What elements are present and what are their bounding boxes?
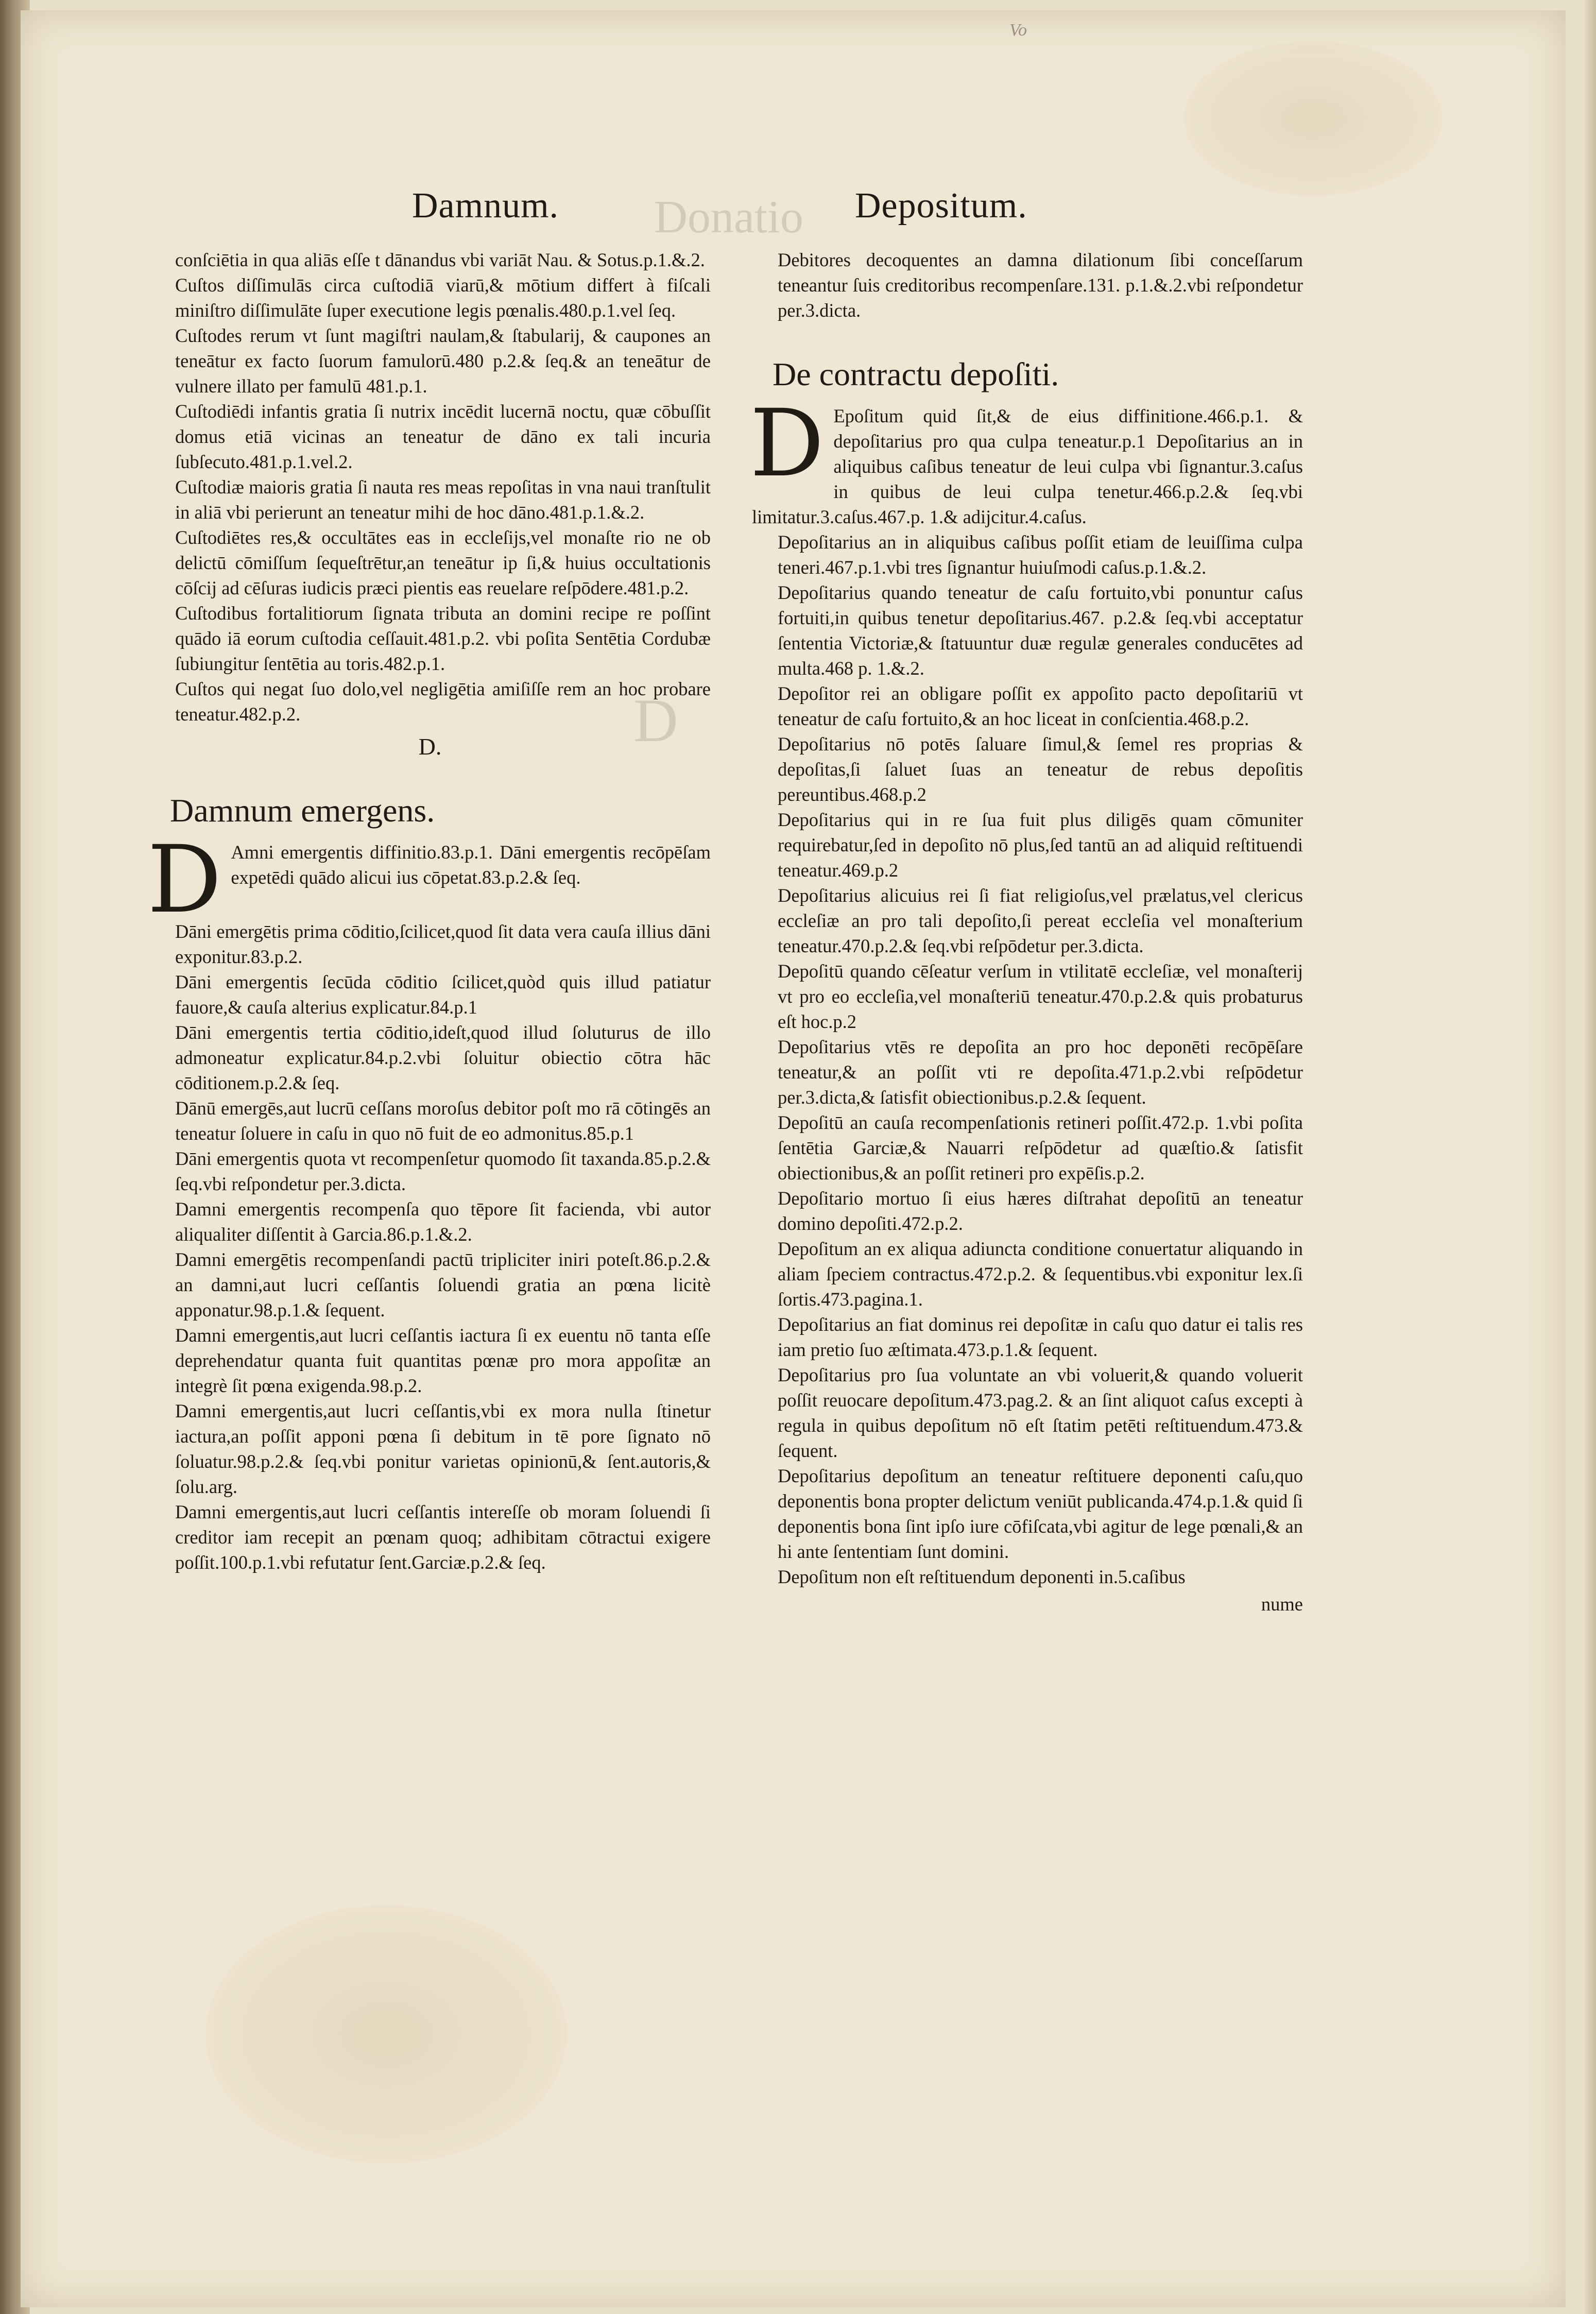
index-entry: Depoſitarius an in aliquibus caſibus poſſit etiam de leuiſſima culpa teneri.467.p.1.vbi tres ſignantur huiuſmodi caſus.p.1.&.2.	[778, 532, 1303, 578]
index-entry: Depoſitarius an fiat dominus rei depoſitæ in caſu quo datur ei talis res iam pretio ſuo æſtimata.473.p.1.& ſequent.	[778, 1314, 1303, 1360]
left-intro-entries	[149, 247, 711, 727]
index-entry: Depoſitum non eſt reſtituendum deponenti in.5.caſibus	[778, 1566, 1186, 1587]
index-entry: Cuſtodes rerum vt ſunt magiſtri naulam,& ſtabularij, & caupones an teneātur ex facto ſuorum famulorū.480 p.2.& ſeq.& an teneātur de vulnere illato per famulū 481.p.1.	[175, 325, 711, 397]
page-marginalia: Vo	[1009, 21, 1027, 40]
index-entry: Debitores decoquentes an damna dilationum ſibi conceſſarum teneantur ſuis creditoribus recompenſare.131. p.1.&.2.vbi reſpondetur per.3.dicta.	[778, 249, 1303, 321]
index-entry: Depoſitarius nō potēs ſaluare ſimul,& ſemel res proprias & depoſitas,ſi ſaluet ſuas an teneatur de rebus depoſitis pereuntibus.468.p.2	[778, 733, 1303, 805]
index-entry: Depoſitarius vtēs re depoſita an pro hoc deponēti recōpēſare teneatur,& an poſſit vti re depoſita.471.p.2.vbi reſpōdetur per.3.dicta,& ſatisfit obiectionibus.p.2.& ſequent.	[778, 1036, 1303, 1108]
index-entry: Dānū emergēs,aut lucrū ceſſans moroſus debitor poſt mo rā cōtingēs an teneatur ſoluere in caſu in quo nō fuit de eo admonitus.85.p.1	[175, 1098, 711, 1144]
index-entry: Dāni emergentis tertia cōditio,ideſt,quod illud ſoluturus de illo admoneatur explicatur.84.p.2.vbi ſoluitur obiectio cōtra hāc cōditionem.p.2.& ſeq.	[175, 1022, 711, 1093]
index-entry: Depoſitor rei an obligare poſſit ex appoſito pacto depoſitariū vt teneatur de caſu fortuito,& an hoc liceat in conſcientia.468.p.2.	[778, 683, 1303, 729]
bleed-through-letter: D	[633, 686, 678, 755]
index-entry: Depoſitum an ex aliqua adiuncta conditione conuertatur aliquando in aliam ſpeciem contractus.472.p.2. & ſequentibus.vbi exponitur lex.ſi ſortis.473.pagina.1.	[778, 1238, 1303, 1310]
index-entry: Dāni emergentis ſecūda cōditio ſcilicet,quòd quis illud patiatur fauore,& cauſa alterius explicatur.84.p.1	[175, 971, 711, 1018]
drop-capital: D	[750, 390, 825, 498]
index-entry: Damni emergentis,aut lucri ceſſantis iactura ſi ex euentu nō tanta eſſe deprehendatur quanta fuit quantitas pœnæ pro mora appoſitæ an integrè ſit pœna exigenda.98.p.2.	[175, 1325, 711, 1396]
index-entry: Cuſtodibus fortalitiorum ſignata tributa an domini recipe re poſſint quādo iā eorum cuſtodia ceſſauit.481.p.2. vbi poſita Sentētia Cordubæ ſubiungitur ſentētia au toris.482.p.1.	[175, 603, 711, 674]
index-entry: Cuſtodiēdi infantis gratia ſi nutrix incēdit lucernā noctu, quæ cōbuſſit domus etiā vicinas an teneatur de dāno ex tali incuria ſubſecuto.481.p.1.vel.2.	[175, 401, 711, 472]
index-entry: Depoſitarius qui in re ſua fuit plus diligēs quam cōmuniter requirebatur,ſed in depoſito nō plus,ſed tantū an ad aliquid reſtituendi teneatur.469.p.2	[778, 809, 1303, 881]
right-intro-entries	[752, 247, 1303, 323]
lead-entry	[750, 390, 1303, 529]
index-entry: Cuſtos qui negat ſuo dolo,vel negligētia amiſiſſe rem an hoc probare teneatur.482.p.2.	[175, 678, 711, 725]
left-entries	[149, 919, 711, 1575]
drop-capital: D	[147, 826, 222, 934]
index-entry: Cuſtodiæ maioris gratia ſi nauta res meas repoſitas in vna naui tranſtulit in aliā vbi perierunt an teneatur mihi de hoc dāno.481.p.1.&.2.	[175, 476, 711, 523]
left-running-head: Damnum.	[412, 186, 559, 226]
left-index-column	[149, 247, 711, 1575]
index-entry: Damni emergētis recompenſandi pactū tripliciter iniri poteſt.86.p.2.& an damni,aut lucri ceſſantis ſoluendi gratia an pœna licitè apponatur.98.p.1.& ſequent.	[175, 1249, 711, 1321]
paper-stain	[1185, 41, 1442, 196]
section-title-de-contractu-depositi: De contractu depoſiti.	[773, 356, 1059, 392]
lead-entry-text: Epoſitum quid ſit,& de eius diffinitione.466.p.1. & depoſitarius pro qua culpa teneatur.p.1 Depoſitarius an in aliquibus caſibus teneatur de leui culpa vbi ſignantur.3.caſus in quibus de leui culpa tenetur.466.p.2.& ſeq.vbi limitatur.3.caſus.467.p. 1.& adijcitur.4.caſus.	[752, 405, 1303, 527]
index-entry: Depoſitarius pro ſua voluntate an vbi voluerit,& quando voluerit poſſit reuocare depoſitum.473.pag.2. & an ſint aliquot caſus excepti à regula in quibus depoſitum nō eſt ſtatim petēti reſtituendum.473.& ſequent.	[778, 1364, 1303, 1461]
right-index-column	[752, 247, 1303, 1617]
bleed-through-text: Donatio	[654, 192, 803, 243]
index-entry: conſciētia in qua aliās eſſe t dānandus vbi variāt Nau. & Sotus.p.1.&.2.	[175, 249, 705, 270]
index-entry: Damni emergentis,aut lucri ceſſantis,vbi ex mora nulla ſtinetur iactura,an poſſit apponi pœna ſi debitum in tē pore ſignato nō ſoluatur.98.p.2.& ſeq.vbi ponitur varietas opinionū,& ſent.autoris,& ſolu.arg.	[175, 1400, 711, 1497]
section-letter: D.	[418, 733, 442, 760]
index-entry: Dāni emergētis prima cōditio,ſcilicet,quod ſit data vera cauſa illius dāni exponitur.83.p.2.	[175, 921, 711, 967]
right-running-head: Depositum.	[855, 186, 1027, 226]
catchword: nume	[1261, 1593, 1303, 1615]
index-entry: Depoſitarius depoſitum an teneatur reſtituere deponenti caſu,quo deponentis bona propter delictum veniūt publicanda.474.p.1.& quid ſi deponentis bona ſint ipſo iure cōfiſcata,vbi agitur de lege pœnali,& an hi ante ſententiam ſunt domini.	[778, 1465, 1303, 1562]
index-entry: Depoſitarius quando teneatur de caſu fortuito,vbi ponuntur caſus fortuiti,in quibus tenetur depoſitarius.467. p.2.& ſeq.vbi acceptatur ſententia Victoriæ,& ſtatuuntur duæ regulæ generales conducētes ad multa.468 p. 1.&.2.	[778, 582, 1303, 679]
right-entries	[752, 529, 1303, 1589]
index-entry: Depoſitū an cauſa recompenſationis retineri poſſit.472.p. 1.vbi poſita ſentētia Garciæ,& Nauarri reſpōdetur ad quæſtio.& ſatisfit obiectionibus,& an poſſit retineri pro expēſis.p.2.	[778, 1112, 1303, 1184]
index-entry: Damni emergentis recompenſa quo tēpore ſit facienda, vbi autor aliqualiter diſſentit à Garcia.86.p.1.&.2.	[175, 1198, 711, 1245]
index-entry: Cuſtos diſſimulās circa cuſtodiā viarū,& mōtium differt à fiſcali miniſtro diſſimulāte ſuper executione legis pœnalis.480.p.1.vel ſeq.	[175, 275, 711, 321]
index-entry: Damni emergentis,aut lucri ceſſantis intereſſe ob moram ſoluendi ſi creditor iam recepit an pœnam quoq; adhibitam cōtractui exigere poſſit.100.p.1.vbi refutatur ſent.Garciæ.p.2.& ſeq.	[175, 1501, 711, 1573]
lead-entry-text: Amni emergentis diffinitio.83.p.1. Dāni emergentis recōpēſam expetēdi quādo alicui ius cōpetat.83.p.2.& ſeq.	[231, 842, 711, 888]
index-entry: Cuſtodiētes res,& occultātes eas in eccleſijs,vel monaſte rio ne ob delictū cōmiſſum ſequeſtrētur,an teneātur ip ſi,& huius occultationis cōſcij ad cēſuras iudicis præci pientis eas reuelare reſpōdere.481.p.2.	[175, 527, 711, 598]
index-entry: Depoſitarius alicuius rei ſi fiat religioſus,vel prælatus,vel clericus eccleſiæ an pro tali depoſito,ſi pereat eccleſia vel monaſterium teneatur.470.p.2.& ſeq.vbi reſpōdetur per.3.dicta.	[778, 885, 1303, 956]
section-title-damnum-emergens: Damnum emergens.	[170, 792, 435, 829]
paper-stain	[206, 1906, 567, 2163]
index-entry: Dāni emergentis quota vt recompenſetur quomodo ſit taxanda.85.p.2.& ſeq.vbi reſpondetur per.3.dicta.	[175, 1148, 711, 1194]
index-entry: Depoſitario mortuo ſi eius hæres diſtrahat depoſitū an teneatur domino depoſiti.472.p.2.	[778, 1188, 1303, 1234]
lead-entry	[147, 826, 711, 934]
page-edge	[1585, 0, 1596, 2314]
index-entry: Depoſitū quando cēſeatur verſum in vtilitatē eccleſiæ, vel monaſterij vt pro eo eccleſia,vel monaſteriū teneatur.470.p.2.& quis probaturus eſt hoc.p.2	[778, 961, 1303, 1032]
